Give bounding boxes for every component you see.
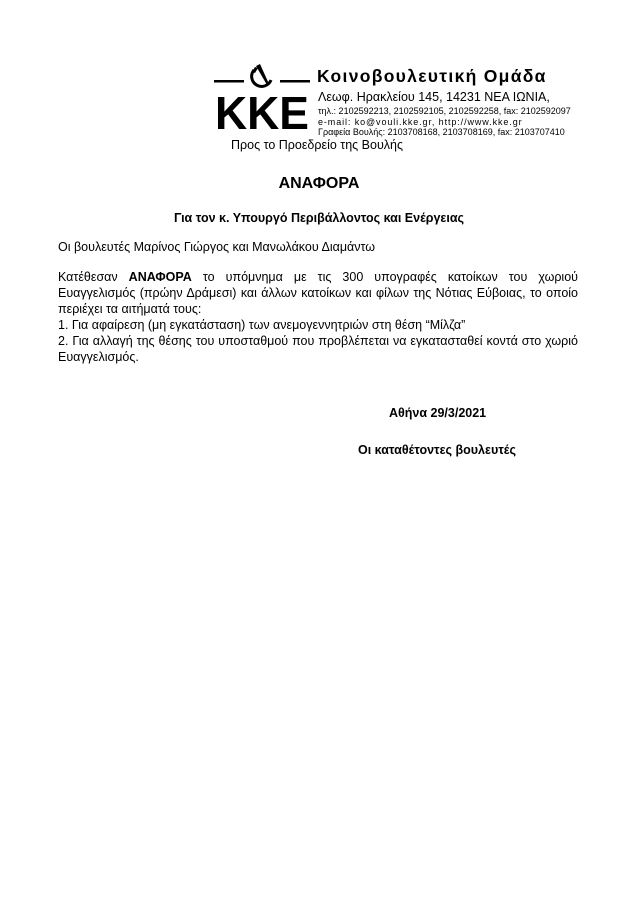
org-email: e-mail: ko@vouli.kke.gr, http://www.kke.gr bbox=[318, 117, 523, 127]
place-date: Αθήνα 29/3/2021 bbox=[389, 406, 487, 420]
request-item-1: 1. Για αφαίρεση (μη εγκατάσταση) των ανεμογεννητριών στη θέση “Μίλζα” bbox=[58, 318, 466, 332]
body-rest: το υπόμνημα με τις 300 υπογραφές κατοίκων του χωριού Ευαγγελισμός (πρώην Δράμεσι) και άλλων κατοίκων και φίλων της Νότιας Εύβοιας, το οποίο περιέχει τα αιτήματά τους: bbox=[58, 270, 579, 316]
signatories: Οι καταθέτοντες βουλευτές bbox=[358, 443, 516, 457]
org-address: Λεωφ. Ηρακλείου 145, 14231 ΝΕΑ ΙΩΝΙΑ, bbox=[318, 90, 550, 104]
hammer-sickle-icon bbox=[252, 64, 271, 86]
recipient: Προς το Προεδρείο της Βουλής bbox=[231, 138, 404, 152]
document-title: ΑΝΑΦΟΡΑ bbox=[278, 175, 360, 192]
org-offices: Γραφεία Βουλής: 2103708168, 2103708169, fax: 2103707410 bbox=[318, 127, 565, 137]
document-addressee: Για τον κ. Υπουργό Περιβάλλοντος και Ενέργειας bbox=[173, 211, 465, 225]
kke-logo bbox=[214, 62, 310, 132]
request-item-2: 2. Για αλλαγή της θέσης του υποσταθμού που προβλέπεται να εγκατασταθεί κοντά στο χωριό Ευαγγελισμός. bbox=[58, 334, 578, 364]
deputies-line: Οι βουλευτές Μαρίνος Γιώργος και Μανωλάκου Διαμάντω bbox=[58, 240, 376, 254]
body-paragraph bbox=[58, 269, 578, 317]
org-title: Κοινοβουλευτική Ομάδα bbox=[317, 66, 547, 86]
logo-wordmark: KKE bbox=[215, 87, 309, 132]
body-prefix: Κατέθεσαν bbox=[58, 270, 118, 284]
org-phones: τηλ.: 2102592213, 2102592105, 2102592258, fax: 2102592097 bbox=[318, 106, 571, 116]
body-keyword: ΑΝΑΦΟΡΑ bbox=[128, 270, 192, 284]
